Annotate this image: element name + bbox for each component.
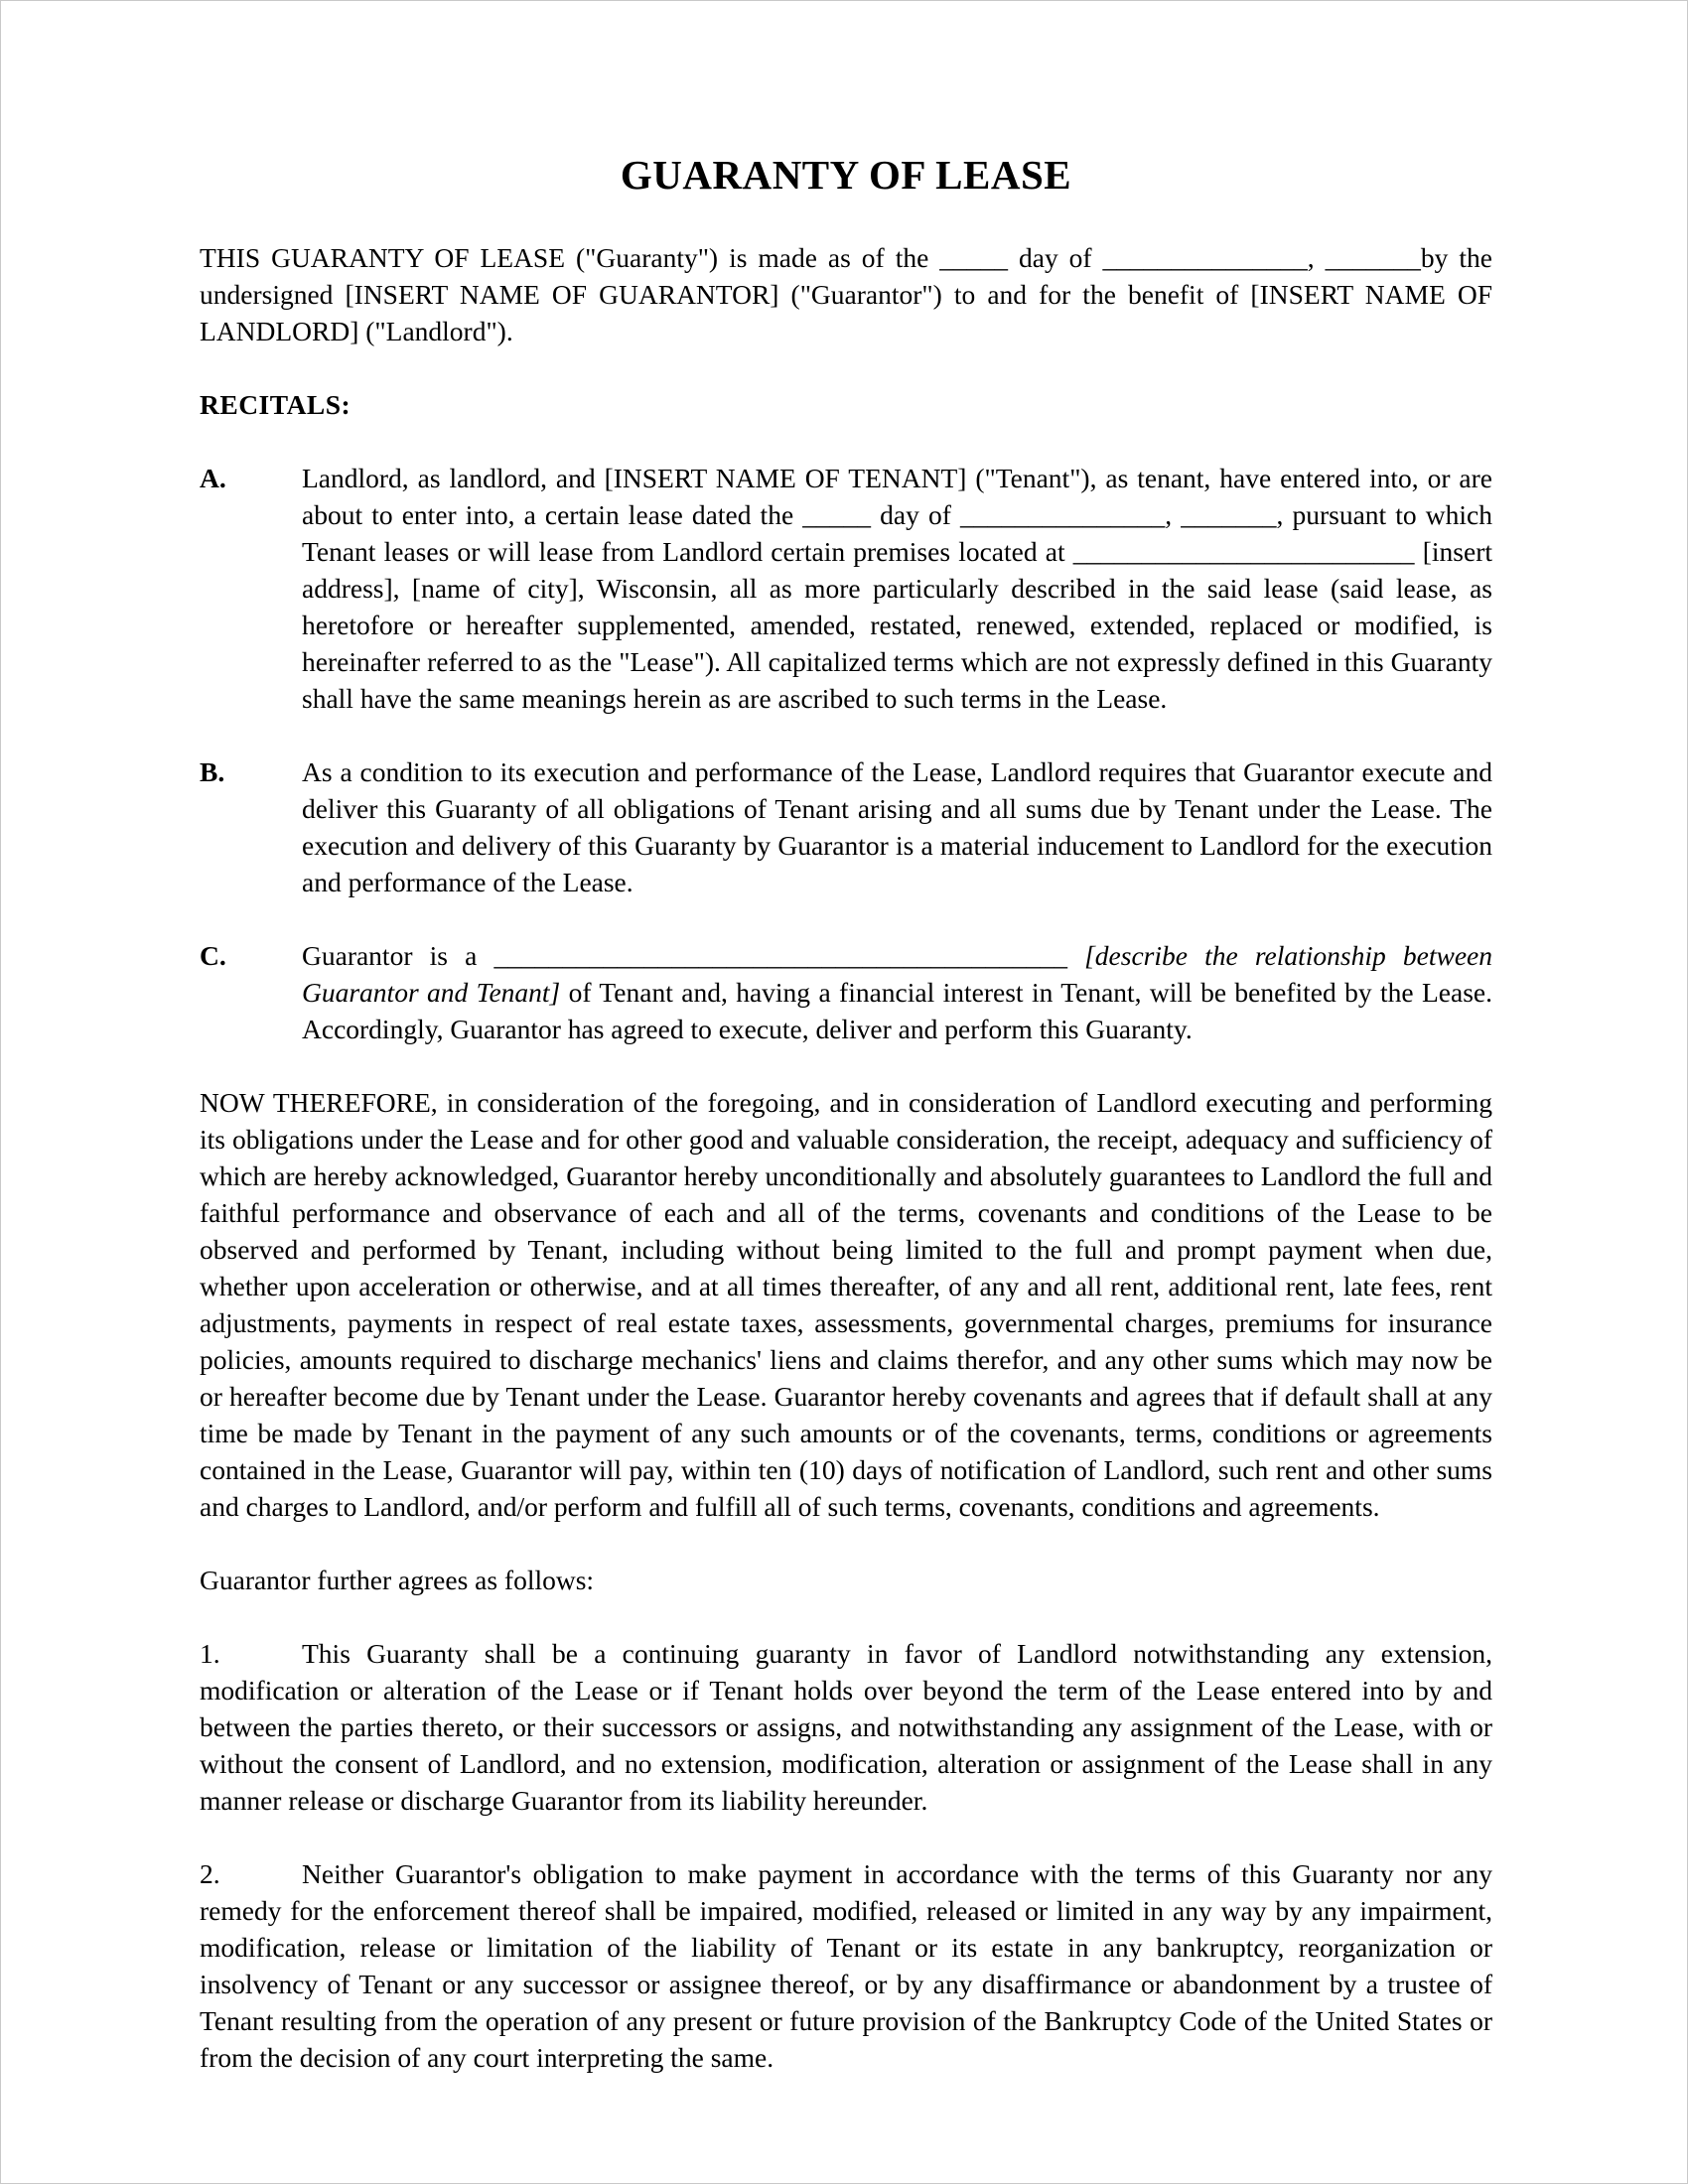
clause-2 [200,1855,1492,2076]
recital-b-label: B. [200,756,225,787]
recital-c [200,937,1492,1047]
recital-a-text: Landlord, as landlord, and [INSERT NAME OF TENANT] ("Tenant"), as tenant, have entered into, or are about to enter into, a certain lease dated the _____ day of _______________, _______, pursuant to which Tenant leases or will lease from Landlord certain premises located at _________________________ [insert address], [name of city], Wisconsin, all as more particularly described in the said lease (said lease, as heretofore or hereafter supplemented, amended, restated, renewed, extended, replaced or modified, is hereinafter referred to as the "Lease"). All capitalized terms which are not expressly defined in this Guaranty shall have the same meanings herein as are ascribed to such terms in the Lease. [302,463,1492,714]
recital-b [200,753,1492,900]
clause-1-number: 1. [200,1638,220,1669]
intro-paragraph: THIS GUARANTY OF LEASE ("Guaranty") is made as of the _____ day of _______________, _______by the undersigned [INSERT NAME OF GUARANTOR] ("Guarantor") to and for the benefit of [INSERT NAME OF LANDLORD] ("Landlord"). [200,242,1492,346]
clause-1-text: This Guaranty shall be a continuing guaranty in favor of Landlord notwithstanding any extension, modification or alteration of the Lease or if Tenant holds over beyond the term of the Lease entered into by and between the parties thereto, or their successors or assigns, and notwithstanding any assignment of the Lease, with or without the consent of Landlord, and no extension, modification, alteration or assignment of the Lease shall in any manner release or discharge Guarantor from its liability hereunder. [200,1638,1492,1816]
recital-b-text: As a condition to its execution and performance of the Lease, Landlord requires that Guarantor execute and deliver this Guaranty of all obligations of Tenant arising and all sums due by Tenant under the Lease. The execution and delivery of this Guaranty by Guarantor is a material inducement to Landlord for the execution and performance of the Lease. [302,756,1492,897]
recital-c-text-before: Guarantor is a __________________________________________ [302,940,1085,971]
recital-c-label: C. [200,940,226,971]
clause-2-text: Neither Guarantor's obligation to make payment in accordance with the terms of this Guaranty nor any remedy for the enforcement thereof shall be impaired, modified, released or limited in any way by any impairment, modification, release or limitation of the liability of Tenant or its estate in any bankruptcy, reorganization or insolvency of Tenant or any successor or assignee thereof, or by any disaffirmance or abandonment by a trustee of Tenant resulting from the operation of any present or future provision of the Bankruptcy Code of the United States or from the decision of any court interpreting the same. [200,1858,1492,2073]
recital-a [200,460,1492,717]
recitals-heading: RECITALS: [200,389,352,420]
further-agrees-line: Guarantor further agrees as follows: [200,1565,595,1595]
now-therefore-paragraph: NOW THEREFORE, in consideration of the foregoing, and in consideration of Landlord executing and performing its obligations under the Lease and for other good and valuable consideration, the receipt, adequacy and sufficiency of which are hereby acknowledged, Guarantor hereby unconditionally and absolutely guarantees to Landlord the full and faithful performance and observance of each and all of the terms, covenants and conditions of the Lease to be observed and performed by Tenant, including without being limited to the full and prompt payment when due, whether upon acceleration or otherwise, and at all times thereafter, of any and all rent, additional rent, late fees, rent adjustments, payments in respect of real estate taxes, assessments, governmental charges, premiums for insurance policies, amounts required to discharge mechanics' liens and claims therefor, and any other sums which may now be or hereafter become due by Tenant under the Lease. Guarantor hereby covenants and agrees that if default shall at any time be made by Tenant in the payment of any such amounts or of the covenants, terms, conditions or agreements contained in the Lease, Guarantor will pay, within ten (10) days of notification of Landlord, such rent and other sums and charges to Landlord, and/or perform and fulfill all of such terms, covenants, conditions and agreements. [200,1087,1492,1522]
recital-a-label: A. [200,463,226,493]
clause-1 [200,1635,1492,1819]
clause-2-number: 2. [200,1858,220,1889]
document-title: GUARANTY OF LEASE [620,152,1072,198]
recital-c-text-after: of Tenant and, having a financial interest in Tenant, will be benefited by the Lease. Accordingly, Guarantor has agreed to execute, deliver and perform this Guaranty. [302,977,1492,1044]
document-content [200,150,1492,2113]
recital-c-italic-note: [describe the relationship between Guarantor and Tenant] [302,940,1492,1008]
